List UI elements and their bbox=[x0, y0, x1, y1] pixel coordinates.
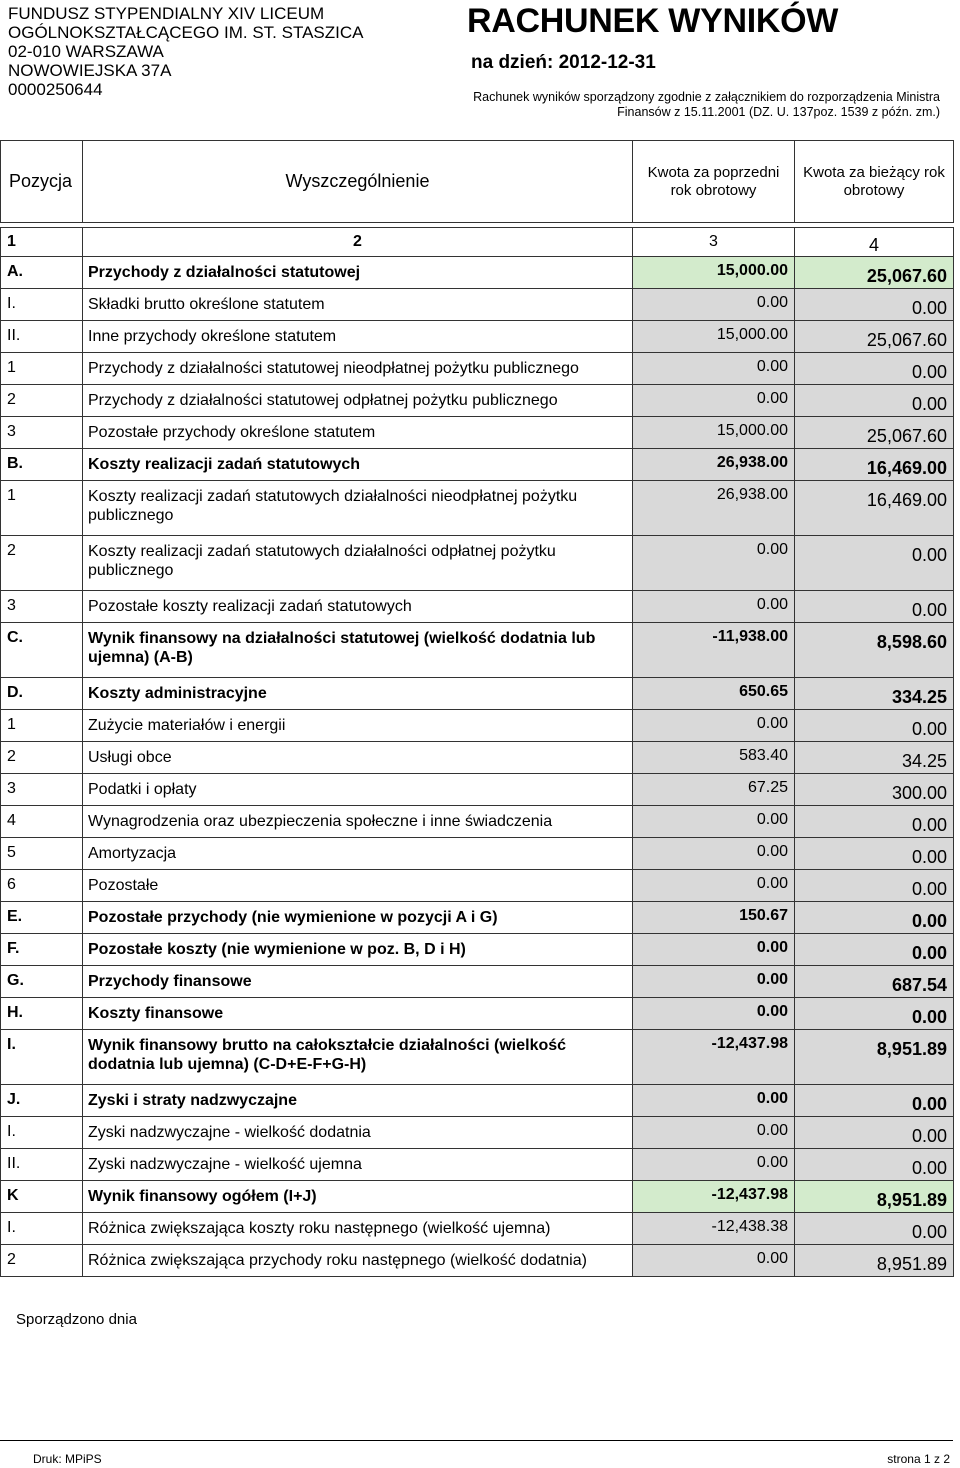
column-number: 3 bbox=[633, 228, 795, 257]
row-current-amount: 687.54 bbox=[795, 966, 954, 998]
row-current-amount: 0.00 bbox=[795, 902, 954, 934]
row-description: Przychody z działalności statutowej nieodpłatnej pożytku publicznego bbox=[83, 353, 633, 385]
header-description: Wyszczególnienie bbox=[83, 141, 633, 223]
row-description: Koszty realizacji zadań statutowych bbox=[83, 449, 633, 481]
row-current-amount: 0.00 bbox=[795, 806, 954, 838]
row-previous-amount: 0.00 bbox=[633, 1085, 795, 1117]
row-position: 2 bbox=[1, 536, 83, 591]
row-description: Koszty administracyjne bbox=[83, 678, 633, 710]
table-row bbox=[1, 1085, 954, 1117]
row-position: 1 bbox=[1, 481, 83, 536]
table-row bbox=[1, 806, 954, 838]
row-description: Koszty realizacji zadań statutowych działalności odpłatnej pożytku publicznego bbox=[83, 536, 633, 591]
row-current-amount: 0.00 bbox=[795, 1149, 954, 1181]
row-position: C. bbox=[1, 623, 83, 678]
row-position: D. bbox=[1, 678, 83, 710]
row-description: Przychody finansowe bbox=[83, 966, 633, 998]
row-description: Różnica zwiększająca koszty roku następnego (wielkość ujemna) bbox=[83, 1213, 633, 1245]
table-row bbox=[1, 966, 954, 998]
row-description: Wynik finansowy brutto na całokształcie działalności (wielkość dodatnia lub ujemna) (C-D+E-F+G-H) bbox=[83, 1030, 633, 1085]
row-previous-amount: 0.00 bbox=[633, 806, 795, 838]
table-row bbox=[1, 678, 954, 710]
legal-note: Rachunek wyników sporządzony zgodnie z załącznikiem do rozporządzenia Ministra Finansów z 15.11.2001 (DZ. U. 137poz. 1539 z późn. zm.) bbox=[473, 90, 940, 119]
row-position: II. bbox=[1, 1149, 83, 1181]
row-description: Różnica zwiększająca przychody roku następnego (wielkość dodatnia) bbox=[83, 1245, 633, 1277]
row-current-amount: 8,951.89 bbox=[795, 1245, 954, 1277]
row-previous-amount: -12,437.98 bbox=[633, 1030, 795, 1085]
row-position: B. bbox=[1, 449, 83, 481]
row-current-amount: 0.00 bbox=[795, 710, 954, 742]
print-source: Druk: MPiPS bbox=[33, 1452, 102, 1466]
row-previous-amount: 0.00 bbox=[633, 934, 795, 966]
row-position: I. bbox=[1, 1030, 83, 1085]
row-position: K bbox=[1, 1181, 83, 1213]
row-position: 2 bbox=[1, 1245, 83, 1277]
row-position: H. bbox=[1, 998, 83, 1030]
row-current-amount: 0.00 bbox=[795, 1085, 954, 1117]
table-row bbox=[1, 934, 954, 966]
row-position: 3 bbox=[1, 591, 83, 623]
table-row bbox=[1, 417, 954, 449]
row-current-amount: 300.00 bbox=[795, 774, 954, 806]
row-description: Pozostałe koszty realizacji zadań statutowych bbox=[83, 591, 633, 623]
row-description: Pozostałe bbox=[83, 870, 633, 902]
row-current-amount: 0.00 bbox=[795, 838, 954, 870]
row-position: A. bbox=[1, 257, 83, 289]
row-position: 2 bbox=[1, 742, 83, 774]
row-position: G. bbox=[1, 966, 83, 998]
row-current-amount: 0.00 bbox=[795, 998, 954, 1030]
row-position: I. bbox=[1, 289, 83, 321]
header-position: Pozycja bbox=[1, 141, 83, 223]
org-line: OGÓLNOKSZTAŁCĄCEGO IM. ST. STASZICA bbox=[8, 23, 364, 42]
row-current-amount: 25,067.60 bbox=[795, 417, 954, 449]
row-description: Składki brutto określone statutem bbox=[83, 289, 633, 321]
row-position: I. bbox=[1, 1117, 83, 1149]
table-row bbox=[1, 1149, 954, 1181]
org-line: NOWOWIEJSKA 37A bbox=[8, 61, 172, 80]
row-previous-amount: -12,437.98 bbox=[633, 1181, 795, 1213]
row-current-amount: 8,951.89 bbox=[795, 1030, 954, 1085]
row-current-amount: 8,598.60 bbox=[795, 623, 954, 678]
row-description: Amortyzacja bbox=[83, 838, 633, 870]
row-previous-amount: -12,438.38 bbox=[633, 1213, 795, 1245]
column-number: 4 bbox=[795, 228, 954, 257]
row-position: 1 bbox=[1, 353, 83, 385]
row-position: J. bbox=[1, 1085, 83, 1117]
row-previous-amount: 15,000.00 bbox=[633, 321, 795, 353]
row-previous-amount: 650.65 bbox=[633, 678, 795, 710]
footer-divider bbox=[0, 1440, 953, 1441]
table-row bbox=[1, 1181, 954, 1213]
org-line: 02-010 WARSZAWA bbox=[8, 42, 164, 61]
table-row bbox=[1, 1245, 954, 1277]
row-position: 2 bbox=[1, 385, 83, 417]
page-title: RACHUNEK WYNIKÓW bbox=[467, 2, 839, 40]
row-description: Usługi obce bbox=[83, 742, 633, 774]
row-description: Koszty finansowe bbox=[83, 998, 633, 1030]
row-previous-amount: 0.00 bbox=[633, 289, 795, 321]
table-row bbox=[1, 353, 954, 385]
table-row bbox=[1, 774, 954, 806]
row-current-amount: 16,469.00 bbox=[795, 481, 954, 536]
row-previous-amount: 0.00 bbox=[633, 385, 795, 417]
row-description: Wynik finansowy na działalności statutowej (wielkość dodatnia lub ujemna) (A-B) bbox=[83, 623, 633, 678]
row-previous-amount: 0.00 bbox=[633, 998, 795, 1030]
row-description: Zyski nadzwyczajne - wielkość ujemna bbox=[83, 1149, 633, 1181]
table-row bbox=[1, 1117, 954, 1149]
row-previous-amount: 0.00 bbox=[633, 1149, 795, 1181]
row-position: 3 bbox=[1, 774, 83, 806]
row-description: Podatki i opłaty bbox=[83, 774, 633, 806]
table-header-row bbox=[1, 141, 954, 223]
table-row bbox=[1, 838, 954, 870]
organization-info bbox=[8, 4, 363, 99]
row-position: F. bbox=[1, 934, 83, 966]
results-table bbox=[0, 140, 954, 1277]
row-position: 5 bbox=[1, 838, 83, 870]
row-previous-amount: 15,000.00 bbox=[633, 417, 795, 449]
row-current-amount: 0.00 bbox=[795, 289, 954, 321]
table-row bbox=[1, 536, 954, 591]
row-previous-amount: 15,000.00 bbox=[633, 257, 795, 289]
row-previous-amount: 26,938.00 bbox=[633, 449, 795, 481]
row-current-amount: 334.25 bbox=[795, 678, 954, 710]
row-previous-amount: 0.00 bbox=[633, 353, 795, 385]
report-date: na dzień: 2012-12-31 bbox=[471, 52, 656, 73]
row-position: 6 bbox=[1, 870, 83, 902]
row-current-amount: 0.00 bbox=[795, 536, 954, 591]
row-current-amount: 0.00 bbox=[795, 1213, 954, 1245]
row-previous-amount: 0.00 bbox=[633, 870, 795, 902]
row-description: Przychody z działalności statutowej bbox=[83, 257, 633, 289]
table-row bbox=[1, 591, 954, 623]
row-description: Wynik finansowy ogółem (I+J) bbox=[83, 1181, 633, 1213]
row-position: 3 bbox=[1, 417, 83, 449]
table-row bbox=[1, 1030, 954, 1085]
table-row bbox=[1, 321, 954, 353]
page-number: strona 1 z 2 bbox=[887, 1452, 950, 1466]
row-description: Zyski nadzwyczajne - wielkość dodatnia bbox=[83, 1117, 633, 1149]
table-row bbox=[1, 257, 954, 289]
org-line: FUNDUSZ STYPENDIALNY XIV LICEUM bbox=[8, 4, 325, 23]
row-position: II. bbox=[1, 321, 83, 353]
org-line: 0000250644 bbox=[8, 80, 103, 99]
row-previous-amount: 26,938.00 bbox=[633, 481, 795, 536]
row-description: Wynagrodzenia oraz ubezpieczenia społeczne i inne świadczenia bbox=[83, 806, 633, 838]
row-previous-amount: 0.00 bbox=[633, 838, 795, 870]
row-previous-amount: 0.00 bbox=[633, 710, 795, 742]
row-description: Przychody z działalności statutowej odpłatnej pożytku publicznego bbox=[83, 385, 633, 417]
table-row bbox=[1, 870, 954, 902]
row-current-amount: 25,067.60 bbox=[795, 321, 954, 353]
row-previous-amount: -11,938.00 bbox=[633, 623, 795, 678]
row-description: Zyski i straty nadzwyczajne bbox=[83, 1085, 633, 1117]
header-current-year: Kwota za bieżący rok obrotowy bbox=[795, 141, 954, 223]
row-current-amount: 0.00 bbox=[795, 353, 954, 385]
row-position: 4 bbox=[1, 806, 83, 838]
row-current-amount: 0.00 bbox=[795, 591, 954, 623]
row-previous-amount: 150.67 bbox=[633, 902, 795, 934]
table-row bbox=[1, 742, 954, 774]
table-row bbox=[1, 1213, 954, 1245]
row-previous-amount: 67.25 bbox=[633, 774, 795, 806]
table-row bbox=[1, 998, 954, 1030]
row-previous-amount: 0.00 bbox=[633, 1117, 795, 1149]
prepared-date-label: Sporządzono dnia bbox=[16, 1311, 137, 1328]
row-position: E. bbox=[1, 902, 83, 934]
row-current-amount: 8,951.89 bbox=[795, 1181, 954, 1213]
row-description: Inne przychody określone statutem bbox=[83, 321, 633, 353]
row-previous-amount: 0.00 bbox=[633, 536, 795, 591]
row-previous-amount: 0.00 bbox=[633, 966, 795, 998]
table-row bbox=[1, 623, 954, 678]
row-previous-amount: 0.00 bbox=[633, 1245, 795, 1277]
row-current-amount: 0.00 bbox=[795, 1117, 954, 1149]
row-previous-amount: 583.40 bbox=[633, 742, 795, 774]
row-description: Pozostałe przychody określone statutem bbox=[83, 417, 633, 449]
row-position: 1 bbox=[1, 710, 83, 742]
row-position: I. bbox=[1, 1213, 83, 1245]
row-previous-amount: 0.00 bbox=[633, 591, 795, 623]
header-previous-year: Kwota za poprzedni rok obrotowy bbox=[633, 141, 795, 223]
table-row bbox=[1, 710, 954, 742]
row-current-amount: 16,469.00 bbox=[795, 449, 954, 481]
column-number: 2 bbox=[83, 228, 633, 257]
row-current-amount: 34.25 bbox=[795, 742, 954, 774]
row-current-amount: 0.00 bbox=[795, 870, 954, 902]
row-current-amount: 0.00 bbox=[795, 385, 954, 417]
row-description: Zużycie materiałów i energii bbox=[83, 710, 633, 742]
row-description: Koszty realizacji zadań statutowych działalności nieodpłatnej pożytku publicznego bbox=[83, 481, 633, 536]
table-row bbox=[1, 385, 954, 417]
row-current-amount: 0.00 bbox=[795, 934, 954, 966]
row-description: Pozostałe przychody (nie wymienione w pozycji A i G) bbox=[83, 902, 633, 934]
table-row bbox=[1, 902, 954, 934]
column-number-row bbox=[1, 228, 954, 257]
table-row bbox=[1, 449, 954, 481]
row-description: Pozostałe koszty (nie wymienione w poz. B, D i H) bbox=[83, 934, 633, 966]
table-row bbox=[1, 481, 954, 536]
row-current-amount: 25,067.60 bbox=[795, 257, 954, 289]
table-row bbox=[1, 289, 954, 321]
column-number: 1 bbox=[1, 228, 83, 257]
